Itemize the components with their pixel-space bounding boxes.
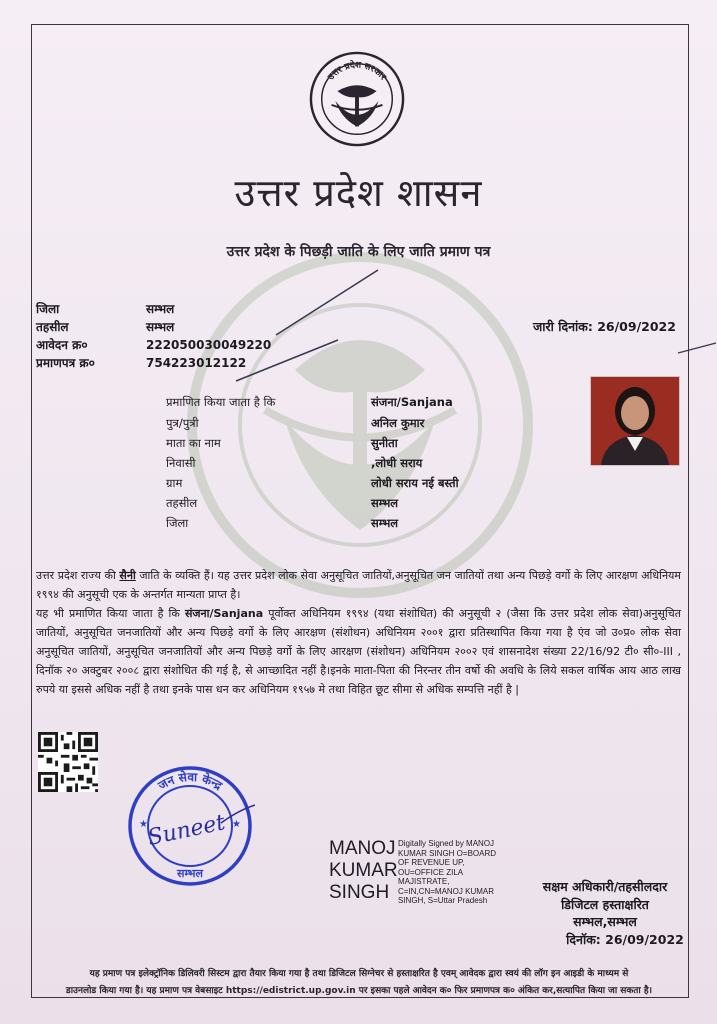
body-paragraph-1: उत्तर प्रदेश राज्य की सैनी जाति के व्यक्ति हैं। यह उत्तर प्रदेश लोक सेवा अनुसूचित जातियों,अनुसूचित जन जातियों तथा अन्य पिछड़े वर्गो के लिए आरक्षण अधिनियम १९९४ की अनुसूची एक के अन्तर्गत मान्यता प्राप्त है। [36, 569, 682, 601]
details-value-resident: ,लोधी सराय [371, 456, 423, 470]
details-value-tehsil: सम्भल [371, 496, 399, 510]
emblem-text: उत्तर प्रदेश सरकार [326, 60, 388, 83]
issue-date: जारी दिनांक: 26/09/2022 [533, 319, 676, 334]
details-value-village: लोधी सराय नई बस्ती [371, 476, 459, 490]
stamp-top-text: जन सेवा केन्द्र [155, 769, 225, 793]
government-title: उत्तर प्रदेश शासन [234, 171, 483, 215]
body-paragraph-2: यह भी प्रमाणित किया जाता है कि संजना/Sanjana पूर्वोक्त अधिनियम १९९४ (यथा संशोधित) की अनुसूची २ (जैसा कि उत्तर प्रदेश लोक सेवा)अनुसूचित जातियों, अनुसूचित जनजातियों और अन्य पिछड़े वर्गो के लिए आरक्षण (संशोधन) अधिनियम २००१ द्वारा प्रतिस्थापित किया गया है एंव जो उ०प्र० लोक सेवा अनुसूचित जातियों, अनुसूचित जनजातियों और अन्य पिछड़े वर्गो के लिए आरक्षण (संशोधन) अधिनियम २००२ एवं शासनादेश संख्या 22/16/92 टी० सी०-III , दिनॉक २० अक्टुबर २००८ द्वारा संशोधित की गई है, से आच्छादित नहीं है।इनके माता-पिता की निरन्तर तीन वर्षो की अवधि के लिये सकल वार्षिक आय आठ लाख रुपये या इससे अधिक नहीं है तथा इनके पास धन कर अधिनियम १९५७ मे तथा विहित छूट सीमा से अधिक सम्पत्ति नहीं है | [36, 607, 681, 696]
district-label: जिला [36, 302, 60, 316]
person-portrait-icon [591, 377, 679, 465]
digitally-signed-label: डिजिटल हस्ताक्षरित [561, 897, 649, 912]
official-stamp-icon [125, 763, 255, 889]
footer-line-1: यह प्रमाण पत्र इलेक्ट्रॉनिक डिलिवरी सिस्टम द्वारा तैयार किया गया है तथा डिजिटल सिग्नेचर से हस्ताक्षरित है एवम् आवेदक द्वारा स्वयं की लॉग इन आइडी के माध्यम से [89, 969, 629, 979]
officer-title: सक्षम अधिकारी/तहसीलदार [542, 879, 668, 894]
digital-signer-name: MANOJ KUMAR SINGH [329, 838, 398, 903]
tehsil-value: सम्भल [146, 320, 175, 334]
stamp-bottom-text: सम्भल [177, 867, 203, 880]
officer-date: दिनॉक: 26/09/2022 [566, 932, 684, 947]
application-number-value: 222050030049220 [146, 338, 272, 352]
application-number-label: आवेदन क्र० [36, 338, 88, 352]
details-value-mother: सुनीता [371, 436, 398, 450]
tehsil-label: तहसील [36, 320, 69, 334]
details-label-resident: निवासी [166, 456, 196, 470]
svg-text:★: ★ [139, 819, 148, 830]
details-label-tehsil: तहसील [166, 496, 198, 510]
details-label-child-of: पुत्र/पुत्री [166, 416, 199, 430]
digital-signature-details: Digitally Signed by MANOJ KUMAR SINGH O=BOARD OF REVENUE UP, OU=OFFICE ZILA MAJISTRATE, C=IN,CN=MANOJ KUMAR SINGH, S=Uttar Pradesh [398, 839, 497, 905]
certificate-body [36, 566, 681, 699]
details-label-district: जिला [166, 516, 189, 530]
details-value-name: संजना/Sanjana [371, 395, 453, 409]
caste-name: सैनी [119, 569, 136, 582]
details-label-village: ग्राम [166, 476, 183, 490]
svg-text:★: ★ [232, 819, 241, 830]
details-value-father: अनिल कुमार [371, 416, 425, 430]
certificate-number-value: 754223012122 [146, 356, 247, 370]
footer-line-2: डाउनलोड किया गया है। यह प्रमाण पत्र वेबसाइट https://edistrict.up.gov.in पर इसका पहले आवेदन क० फिर प्रमाणपत्र क० अंकित कर,सत्यापित किया जा सकता है। [65, 986, 653, 996]
details-label-mother: माता का नाम [166, 436, 221, 450]
certificate-footer [36, 966, 682, 1000]
certificate-number-label: प्रमाणपत्र क्र० [36, 356, 95, 370]
applicant-name-inline: संजना/Sanjana [184, 607, 264, 620]
district-value: सम्भल [146, 302, 175, 316]
details-value-district: सम्भल [371, 516, 399, 530]
handwritten-signature: Suneet [145, 810, 228, 851]
officer-place: सम्भल,सम्भल [573, 914, 637, 929]
details-label-certified: प्रमाणित किया जाता है कि [166, 395, 276, 409]
applicant-photo [590, 376, 680, 466]
certificate-subtitle: उत्तर प्रदेश के पिछड़ी जाति के लिए जाति प्रमाण पत्र [226, 244, 491, 260]
qr-code-icon[interactable] [38, 732, 98, 792]
